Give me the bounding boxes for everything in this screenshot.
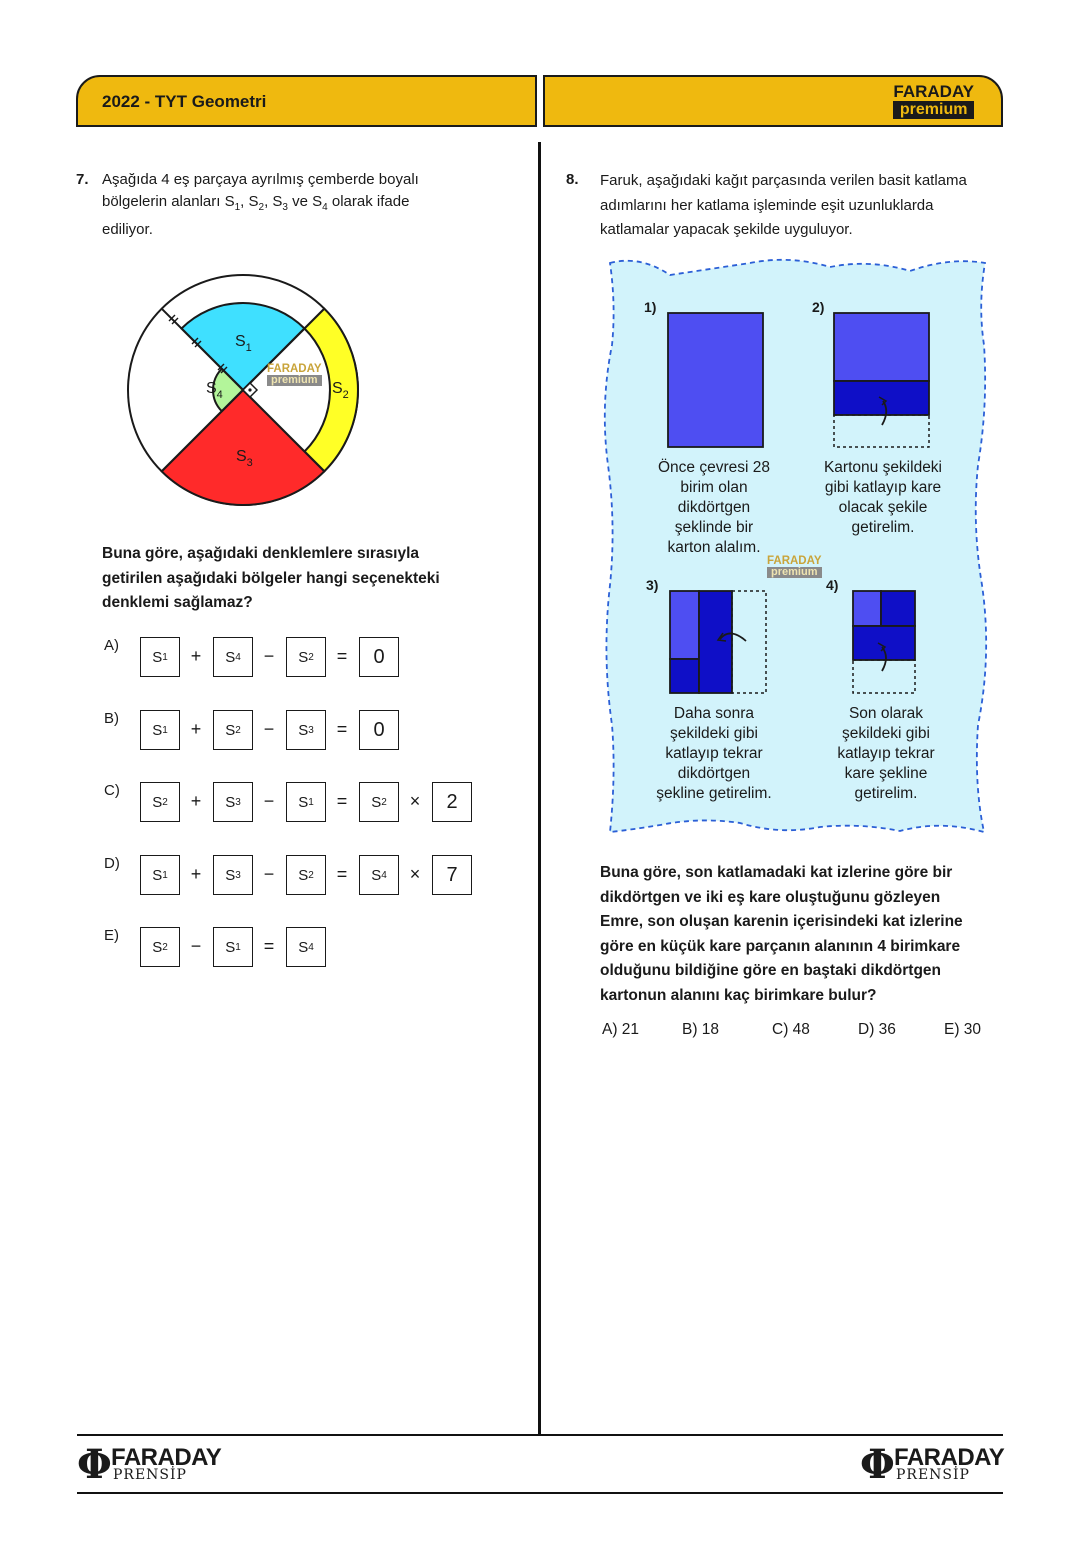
q7-option-label[interactable]: E): [104, 927, 119, 944]
q7-number: 7.: [76, 171, 89, 188]
equation-operator: +: [190, 791, 202, 811]
equation-operator: =: [263, 936, 275, 956]
equation-box: S 2: [213, 710, 253, 750]
q7-intro-line1: Aşağıda 4 eş parçaya ayrılmış çemberde boyalı: [102, 171, 419, 188]
equation-box: S 3: [213, 855, 253, 895]
step1-number: 1): [644, 299, 657, 315]
answer-d[interactable]: D) 36: [858, 1021, 896, 1038]
equation-operator: −: [263, 646, 275, 666]
q7-option-label[interactable]: C): [104, 782, 120, 799]
equation-box: S 4: [286, 927, 326, 967]
q7-intro-line2: bölgelerin alanları $S_1$, $S_2$, $S_3$ ve $S_4$ olarak ifade: [102, 193, 410, 213]
step3-caption: Daha sonra şekildeki gibi katlayıp tekrar dikdörtgen şekline getirelim.: [656, 705, 772, 802]
equation-operator: =: [336, 719, 348, 739]
equation-operator: ×: [409, 791, 421, 811]
watermark-2: FARADAY premium: [767, 555, 822, 578]
equation-operator: −: [190, 936, 202, 956]
brand-logo: [893, 83, 974, 119]
equation-operator: +: [190, 864, 202, 884]
equation-box: S 1: [213, 927, 253, 967]
equation-box: S 3: [213, 782, 253, 822]
equation-box: S 3: [286, 710, 326, 750]
q7-intro: [102, 169, 522, 241]
equation-box: S 2: [359, 782, 399, 822]
svg-text:S1: $S_1$: [235, 333, 252, 354]
step2-number: 2): [812, 299, 825, 315]
equation-box: S 1: [140, 855, 180, 895]
step1-caption: Önce çevresi 28 birim olan dikdörtgen şeklinde bir karton alalım.: [658, 459, 770, 556]
footer-logo-left: Φ FARADAY PRENSİP: [77, 1441, 222, 1488]
q7-question: Buna göre, aşağıdaki denklemlere sırasıyla getirilen aşağıdaki bölgeler hangi seçenekteki denklemi sağlamaz?: [102, 545, 440, 611]
equation-operator: =: [336, 646, 348, 666]
equation-operator: +: [190, 719, 202, 739]
equation-box: 0: [359, 710, 399, 750]
equation-operator: −: [263, 864, 275, 884]
footer-rule-top: [77, 1434, 1003, 1436]
step4-number: 4): [826, 577, 839, 593]
equation-operator: −: [263, 791, 275, 811]
equation-box: 0: [359, 637, 399, 677]
footer-rule-bottom: [77, 1492, 1003, 1494]
equation-box: S 1: [286, 782, 326, 822]
equation-box: S 2: [286, 855, 326, 895]
equation-box: S 2: [140, 782, 180, 822]
equation-operator: =: [336, 791, 348, 811]
page-title: 2022 - TYT Geometri: [102, 92, 267, 111]
brand-bottom: premium: [893, 101, 974, 119]
step1-rectangle: [668, 313, 763, 447]
q8-intro: Faruk, aşağıdaki kağıt parçasında verilen basit katlama adımlarını her katlama işleminde eşit uzunluklarda katlamalar yapacak şekilde uyguluyor.: [600, 172, 967, 238]
phi-icon: Φ: [860, 1441, 895, 1488]
svg-text:S4: $S_4$: [206, 380, 223, 401]
equation-box: S 2: [140, 927, 180, 967]
q7-option-label[interactable]: D): [104, 855, 120, 872]
step4-caption: Son olarak şekildeki gibi katlayıp tekrar kare şekline getirelim.: [837, 705, 935, 802]
q7-option-label[interactable]: A): [104, 637, 119, 654]
q7-circle-figure: [120, 266, 370, 516]
answer-b[interactable]: B) 18: [682, 1021, 720, 1038]
equation-box: S 4: [213, 637, 253, 677]
answer-c[interactable]: C) 48: [772, 1021, 810, 1038]
equation-operator: +: [190, 646, 202, 666]
footer-logo-right: Φ FARADAY PRENSİP: [860, 1441, 1005, 1488]
watermark-1: FARADAY premium: [267, 363, 322, 386]
equation-box: 2: [432, 782, 472, 822]
svg-text:S3: $S_3$: [236, 448, 253, 469]
equation-operator: −: [263, 719, 275, 739]
equation-box: S 2: [286, 637, 326, 677]
equation-box: S 4: [359, 855, 399, 895]
phi-icon: Φ: [77, 1441, 112, 1488]
answer-a[interactable]: A) 21: [602, 1021, 640, 1038]
equation-box: S 1: [140, 637, 180, 677]
step3-number: 3): [646, 577, 659, 593]
answer-e[interactable]: E) 30: [944, 1021, 982, 1038]
q7-option-label[interactable]: B): [104, 710, 119, 727]
column-divider: [538, 142, 541, 1434]
svg-text:S2: $S_2$: [332, 380, 349, 401]
q7-intro-line3: ediliyor.: [102, 221, 153, 238]
step2-caption: Kartonu şekildeki gibi katlayıp kare olacak şekile getirelim.: [823, 459, 943, 536]
equation-operator: ×: [409, 864, 421, 884]
equation-box: S 1: [140, 710, 180, 750]
equation-box: 7: [432, 855, 472, 895]
q8-question: Buna göre, son katlamadaki kat izlerine göre bir dikdörtgen ve iki eş kare oluştuğunu gözleyen Emre, son oluşan karenin içerisindeki kat izlerine göre en küçük kare parçanın alanının 4 birimkare olduğunu bildiğine göre en baştaki dikdörtgen kartonun alanını kaç birimkare bulur?: [600, 864, 963, 1004]
equation-operator: =: [336, 864, 348, 884]
brand-top: FARADAY: [893, 82, 974, 101]
q8-number: 8.: [566, 171, 579, 188]
